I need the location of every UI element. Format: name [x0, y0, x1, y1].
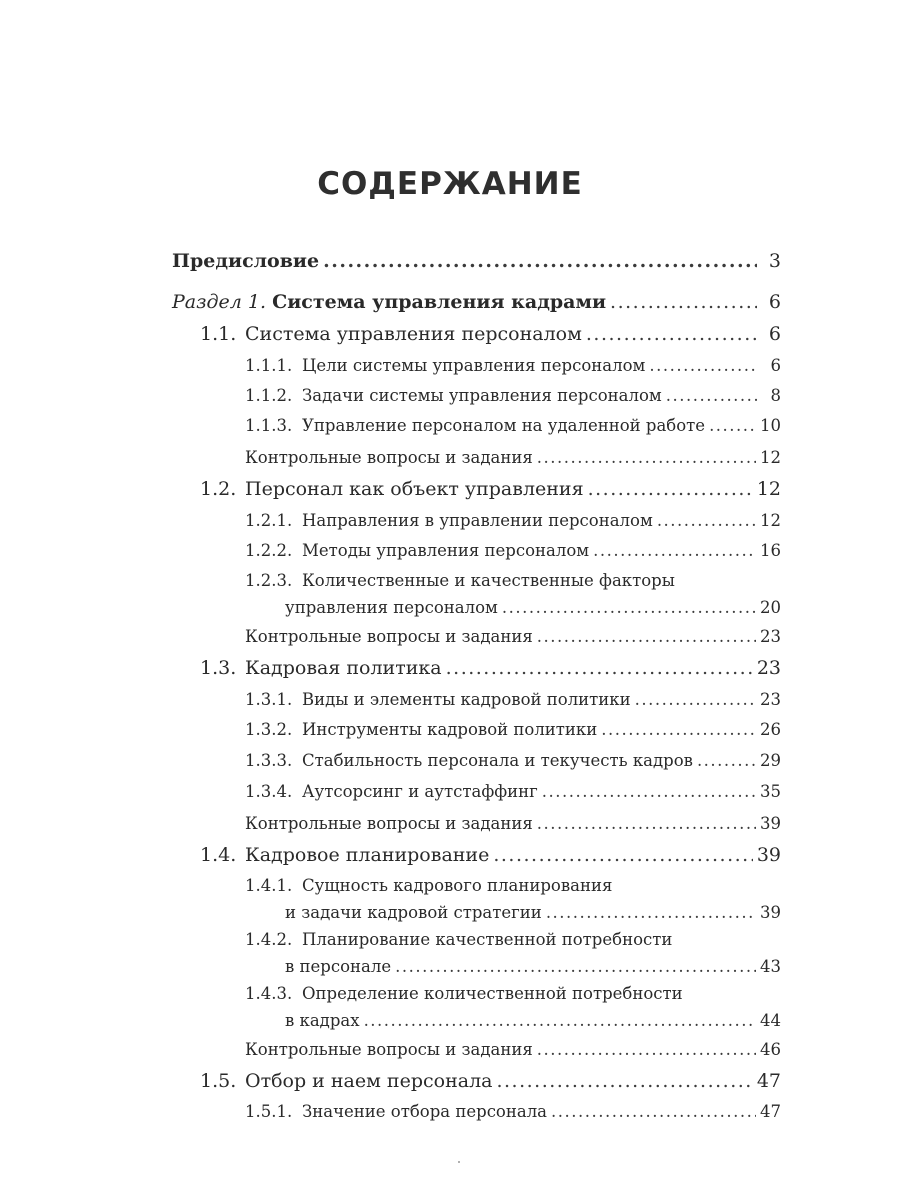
entry-title: Методы управления персоналом — [302, 541, 590, 560]
dot-leader — [537, 1036, 756, 1063]
entry-page: 8 — [770, 386, 781, 405]
entry-number: 1.4. — [200, 844, 237, 866]
entry-page: 23 — [760, 690, 781, 709]
entry-page: 35 — [760, 782, 781, 801]
entry-number: 1.1.1. — [245, 356, 293, 375]
entry-title-continued: в кадрах — [285, 1011, 360, 1030]
entry-title: Система управления кадрами — [272, 291, 607, 313]
entry-page: 23 — [756, 657, 781, 679]
entry-page: 43 — [760, 957, 781, 976]
entry-number: 1.5. — [200, 1070, 237, 1092]
entry-number: 1.3.2. — [245, 720, 293, 739]
entry-page: 16 — [760, 541, 781, 560]
toc-entry-1-4[interactable] — [200, 842, 781, 869]
entry-title: Контрольные вопросы и задания — [245, 1040, 533, 1059]
page-title: СОДЕРЖАНИЕ — [317, 166, 583, 202]
entry-title: Направления в управлении персоналом — [302, 511, 653, 530]
entry-page: 44 — [760, 1011, 781, 1030]
toc-entry-section-1[interactable] — [172, 289, 781, 316]
entry-title: Система управления персоналом — [245, 323, 582, 345]
dot-leader — [537, 623, 756, 650]
entry-title-continued: управления персоналом — [285, 598, 498, 617]
entry-page: 20 — [760, 598, 781, 617]
entry-number: 1.1.3. — [245, 416, 293, 435]
toc-entry-1-1-1[interactable] — [245, 352, 781, 379]
dot-leader — [364, 1007, 756, 1034]
entry-page: 29 — [760, 751, 781, 770]
dot-leader — [537, 444, 756, 471]
toc-entry-1-3-2[interactable] — [245, 716, 781, 743]
entry-page: 39 — [760, 814, 781, 833]
entry-title: Планирование качественной потребности — [302, 930, 673, 949]
entry-number: 1.4.3. — [245, 984, 293, 1003]
entry-page: 6 — [768, 323, 781, 345]
entry-page: 47 — [760, 1102, 781, 1121]
dot-leader — [588, 476, 753, 503]
entry-title: Отбор и наем персонала — [245, 1070, 493, 1092]
section-prefix: Раздел 1. — [172, 291, 267, 313]
entry-page: 47 — [756, 1070, 781, 1092]
entry-title: Значение отбора персонала — [302, 1102, 548, 1121]
dot-leader — [395, 953, 756, 980]
dot-leader — [502, 594, 756, 621]
entry-page: 6 — [770, 356, 781, 375]
toc-entry-questions-1-3[interactable] — [245, 810, 781, 837]
entry-number: 1.4.2. — [245, 930, 293, 949]
toc-entry-1-5-1[interactable] — [245, 1098, 781, 1125]
entry-page: 12 — [760, 448, 781, 467]
entry-title: Предисловие — [172, 250, 320, 272]
dot-leader — [657, 507, 756, 534]
entry-title: Количественные и качественные факторы — [302, 571, 675, 590]
toc-entry-1-3-1[interactable] — [245, 686, 781, 713]
dot-leader — [601, 716, 756, 743]
dot-leader — [697, 747, 756, 774]
dot-leader — [586, 321, 757, 348]
entry-page: 46 — [760, 1040, 781, 1059]
entry-page: 6 — [768, 291, 781, 313]
entry-page: 39 — [756, 844, 781, 866]
entry-page: 23 — [760, 627, 781, 646]
entry-title: Контрольные вопросы и задания — [245, 627, 533, 646]
print-speck — [458, 1161, 460, 1163]
dot-leader — [666, 382, 757, 409]
toc-entry-1-3-3[interactable] — [245, 747, 781, 774]
dot-leader — [493, 842, 752, 869]
toc-entry-1-1[interactable] — [200, 321, 781, 348]
toc-entry-1-3[interactable] — [200, 655, 781, 682]
entry-number: 1.3.3. — [245, 751, 293, 770]
entry-number: 1.4.1. — [245, 876, 293, 895]
toc-entry-1-5[interactable] — [200, 1068, 781, 1095]
entry-title: Кадровая политика — [245, 657, 442, 679]
entry-title: Аутсорсинг и аутстаффинг — [302, 782, 538, 801]
dot-leader — [537, 810, 756, 837]
toc-entry-1-4-1[interactable] — [245, 872, 781, 926]
entry-title: Контрольные вопросы и задания — [245, 448, 533, 467]
dot-leader — [446, 655, 753, 682]
entry-title: Стабильность персонала и текучесть кадров — [302, 751, 693, 770]
entry-page: 10 — [760, 416, 781, 435]
entry-title: Контрольные вопросы и задания — [245, 814, 533, 833]
dot-leader — [551, 1098, 756, 1125]
entry-title-continued: и задачи кадровой стратегии — [285, 903, 542, 922]
entry-page: 39 — [760, 903, 781, 922]
toc-entry-1-2-2[interactable] — [245, 537, 781, 564]
entry-title: Управление персоналом на удаленной работе — [302, 416, 706, 435]
entry-title: Персонал как объект управления — [245, 478, 584, 500]
dot-leader — [546, 899, 756, 926]
dot-leader — [542, 778, 756, 805]
entry-number: 1.5.1. — [245, 1102, 293, 1121]
entry-page: 26 — [760, 720, 781, 739]
entry-number: 1.1.2. — [245, 386, 293, 405]
entry-number: 1.2.3. — [245, 571, 293, 590]
entry-number: 1.3.1. — [245, 690, 293, 709]
toc-entry-1-1-3[interactable] — [245, 412, 781, 439]
entry-number: 1.2.1. — [245, 511, 293, 530]
dot-leader — [496, 1068, 752, 1095]
entry-page: 12 — [756, 478, 781, 500]
toc-entry-questions-1-4[interactable] — [245, 1036, 781, 1063]
entry-page: 3 — [768, 250, 781, 272]
toc-entry-questions-1-2[interactable] — [245, 623, 781, 650]
dot-leader — [610, 289, 757, 316]
entry-title: Виды и элементы кадровой политики — [302, 690, 631, 709]
entry-title: Цели системы управления персоналом — [302, 356, 646, 375]
entry-number: 1.2.2. — [245, 541, 293, 560]
entry-title: Кадровое планирование — [245, 844, 490, 866]
entry-page: 12 — [760, 511, 781, 530]
toc-entry-preface[interactable] — [172, 248, 781, 275]
toc-entry-1-4-3[interactable] — [245, 980, 781, 1034]
toc-entry-questions-1-1[interactable] — [245, 444, 781, 471]
toc-entry-1-1-2[interactable] — [245, 382, 781, 409]
dot-leader — [323, 248, 757, 275]
toc-entry-1-2-3[interactable] — [245, 567, 781, 621]
entry-title: Определение количественной потребности — [302, 984, 683, 1003]
entry-number: 1.3. — [200, 657, 237, 679]
toc-entry-1-2[interactable] — [200, 476, 781, 503]
dot-leader — [649, 352, 757, 379]
entry-title: Задачи системы управления персоналом — [302, 386, 662, 405]
dot-leader — [593, 537, 756, 564]
entry-number: 1.2. — [200, 478, 237, 500]
entry-number: 1.1. — [200, 323, 237, 345]
entry-title: Инструменты кадровой политики — [302, 720, 598, 739]
toc-entry-1-4-2[interactable] — [245, 926, 781, 980]
entry-title-continued: в персонале — [285, 957, 392, 976]
entry-title: Сущность кадрового планирования — [302, 876, 613, 895]
toc-entry-1-2-1[interactable] — [245, 507, 781, 534]
entry-number: 1.3.4. — [245, 782, 293, 801]
dot-leader — [635, 686, 756, 713]
toc-entry-1-3-4[interactable] — [245, 778, 781, 805]
dot-leader — [709, 412, 756, 439]
